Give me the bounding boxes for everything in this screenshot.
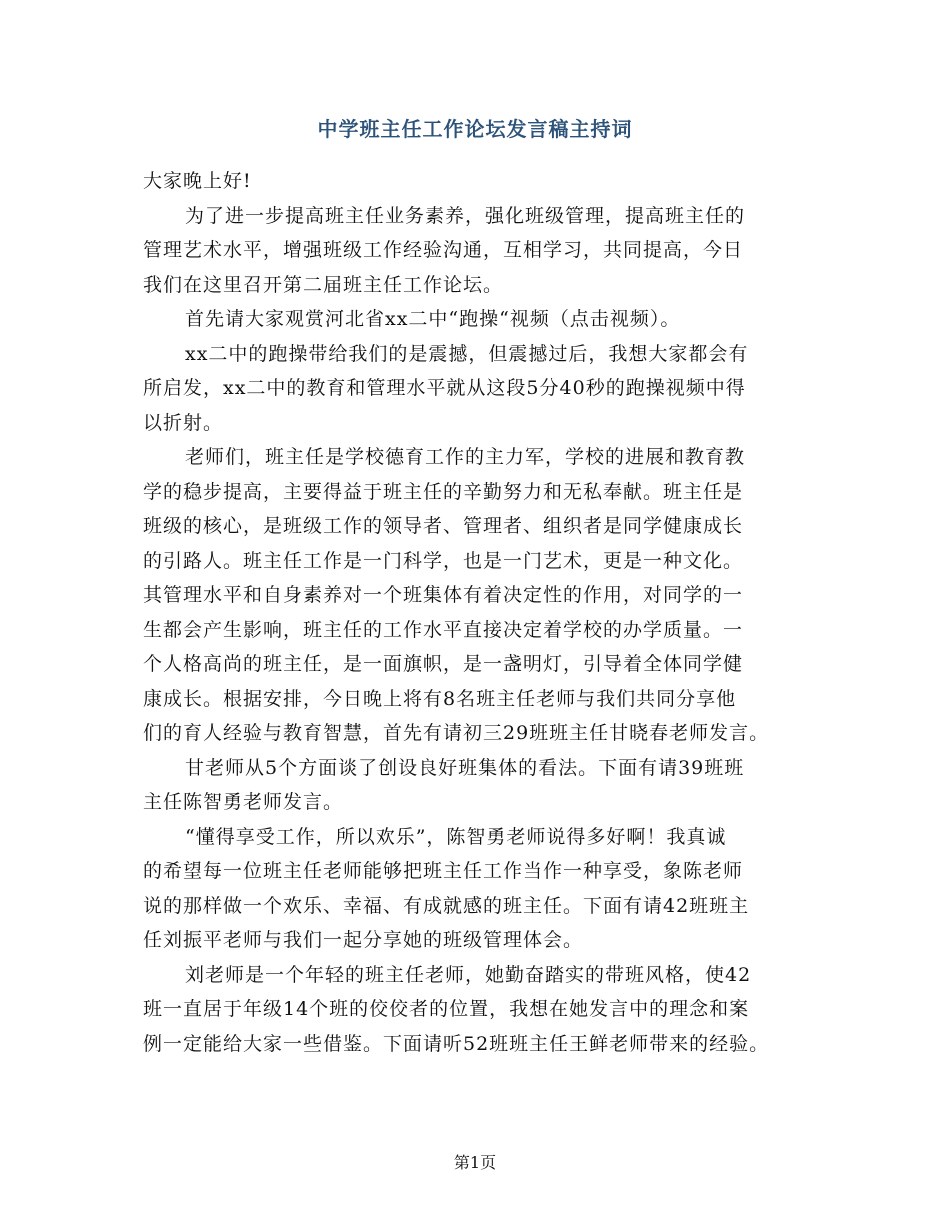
text-line: xx二中的跑操带给我们的是震撼，但震撼过后，我想大家都会有 [185, 342, 749, 365]
text-line: 说的那样做一个欢乐、幸福、有成就感的班主任。下面有请42班班主 [143, 894, 750, 917]
text-line: 甘老师从5个方面谈了创设良好班集体的看法。下面有请39班班 [185, 756, 745, 779]
text-line: 的希望每一位班主任老师能够把班主任工作当作一种享受，象陈老师 [143, 860, 744, 882]
page-number: 第1页 [453, 1153, 497, 1172]
text-line: 我们在这里召开第二届班主任工作论坛。 [143, 273, 504, 296]
text-line: 为了进一步提高班主任业务素养，强化班级管理，提高班主任的 [185, 204, 746, 227]
paragraph [143, 958, 815, 1062]
paragraph [143, 302, 815, 337]
paragraph [143, 199, 815, 303]
paragraph [143, 751, 815, 820]
text-line: 首先请大家观赏河北省xx二中“跑操“视频（点击视频）。 [185, 308, 681, 330]
text-line: 所启发，xx二中的教育和管理水平就从这段5分40秒的跑操视频中得 [143, 377, 746, 399]
text-line: 任刘振平老师与我们一起分享她的班级管理体会。 [143, 929, 584, 951]
document-body [143, 164, 815, 1061]
paragraph [143, 440, 815, 751]
text-line: 们的育人经验与教育智慧，首先有请初三29班班主任甘晓春老师发言。 [143, 722, 770, 744]
text-line: 管理艺术水平，增强班级工作经验沟通，互相学习，共同提高，今日 [143, 239, 744, 261]
document-title: 中学班主任工作论坛发言稿主持词 [317, 117, 633, 141]
text-line: 以折射。 [143, 411, 224, 434]
text-line: “懂得享受工作，所以欢乐”，陈智勇老师说得多好啊！我真诚 [185, 825, 727, 848]
text-line: 生都会产生影响，班主任的工作水平直接决定着学校的办学质量。一 [143, 618, 744, 641]
text-line: 班一直居于年级14个班的佼佼者的位置，我想在她发言中的理念和案 [143, 998, 750, 1020]
text-line: 刘老师是一个年轻的班主任老师，她勤奋踏实的带班风格，使42 [185, 963, 752, 986]
text-line: 的引路人。班主任工作是一门科学，也是一门艺术，更是一种文化。 [143, 549, 744, 572]
text-line: 个人格高尚的班主任，是一面旗帜，是一盏明灯，引导着全体同学健 [143, 653, 744, 675]
text-line: 学的稳步提高，主要得益于班主任的辛勤努力和无私奉献。班主任是 [143, 480, 744, 503]
text-line: 班级的核心，是班级工作的领导者、管理者、组织者是同学健康成长 [143, 515, 744, 537]
paragraph [143, 164, 815, 199]
text-line: 主任陈智勇老师发言。 [143, 791, 344, 813]
text-line: 老师们，班主任是学校德育工作的主力军，学校的进展和教育教 [185, 446, 746, 468]
text-line: 大家晚上好! [143, 170, 252, 192]
paragraph [143, 337, 815, 441]
text-line: 其管理水平和自身素养对一个班集体有着决定性的作用，对同学的一 [143, 584, 744, 606]
text-line: 例一定能给大家一些借鉴。下面请听52班班主任王鲜老师带来的经验。 [143, 1032, 770, 1055]
text-line: 康成长。根据安排，今日晚上将有8名班主任老师与我们共同分享他 [143, 687, 737, 710]
paragraph [143, 820, 815, 958]
